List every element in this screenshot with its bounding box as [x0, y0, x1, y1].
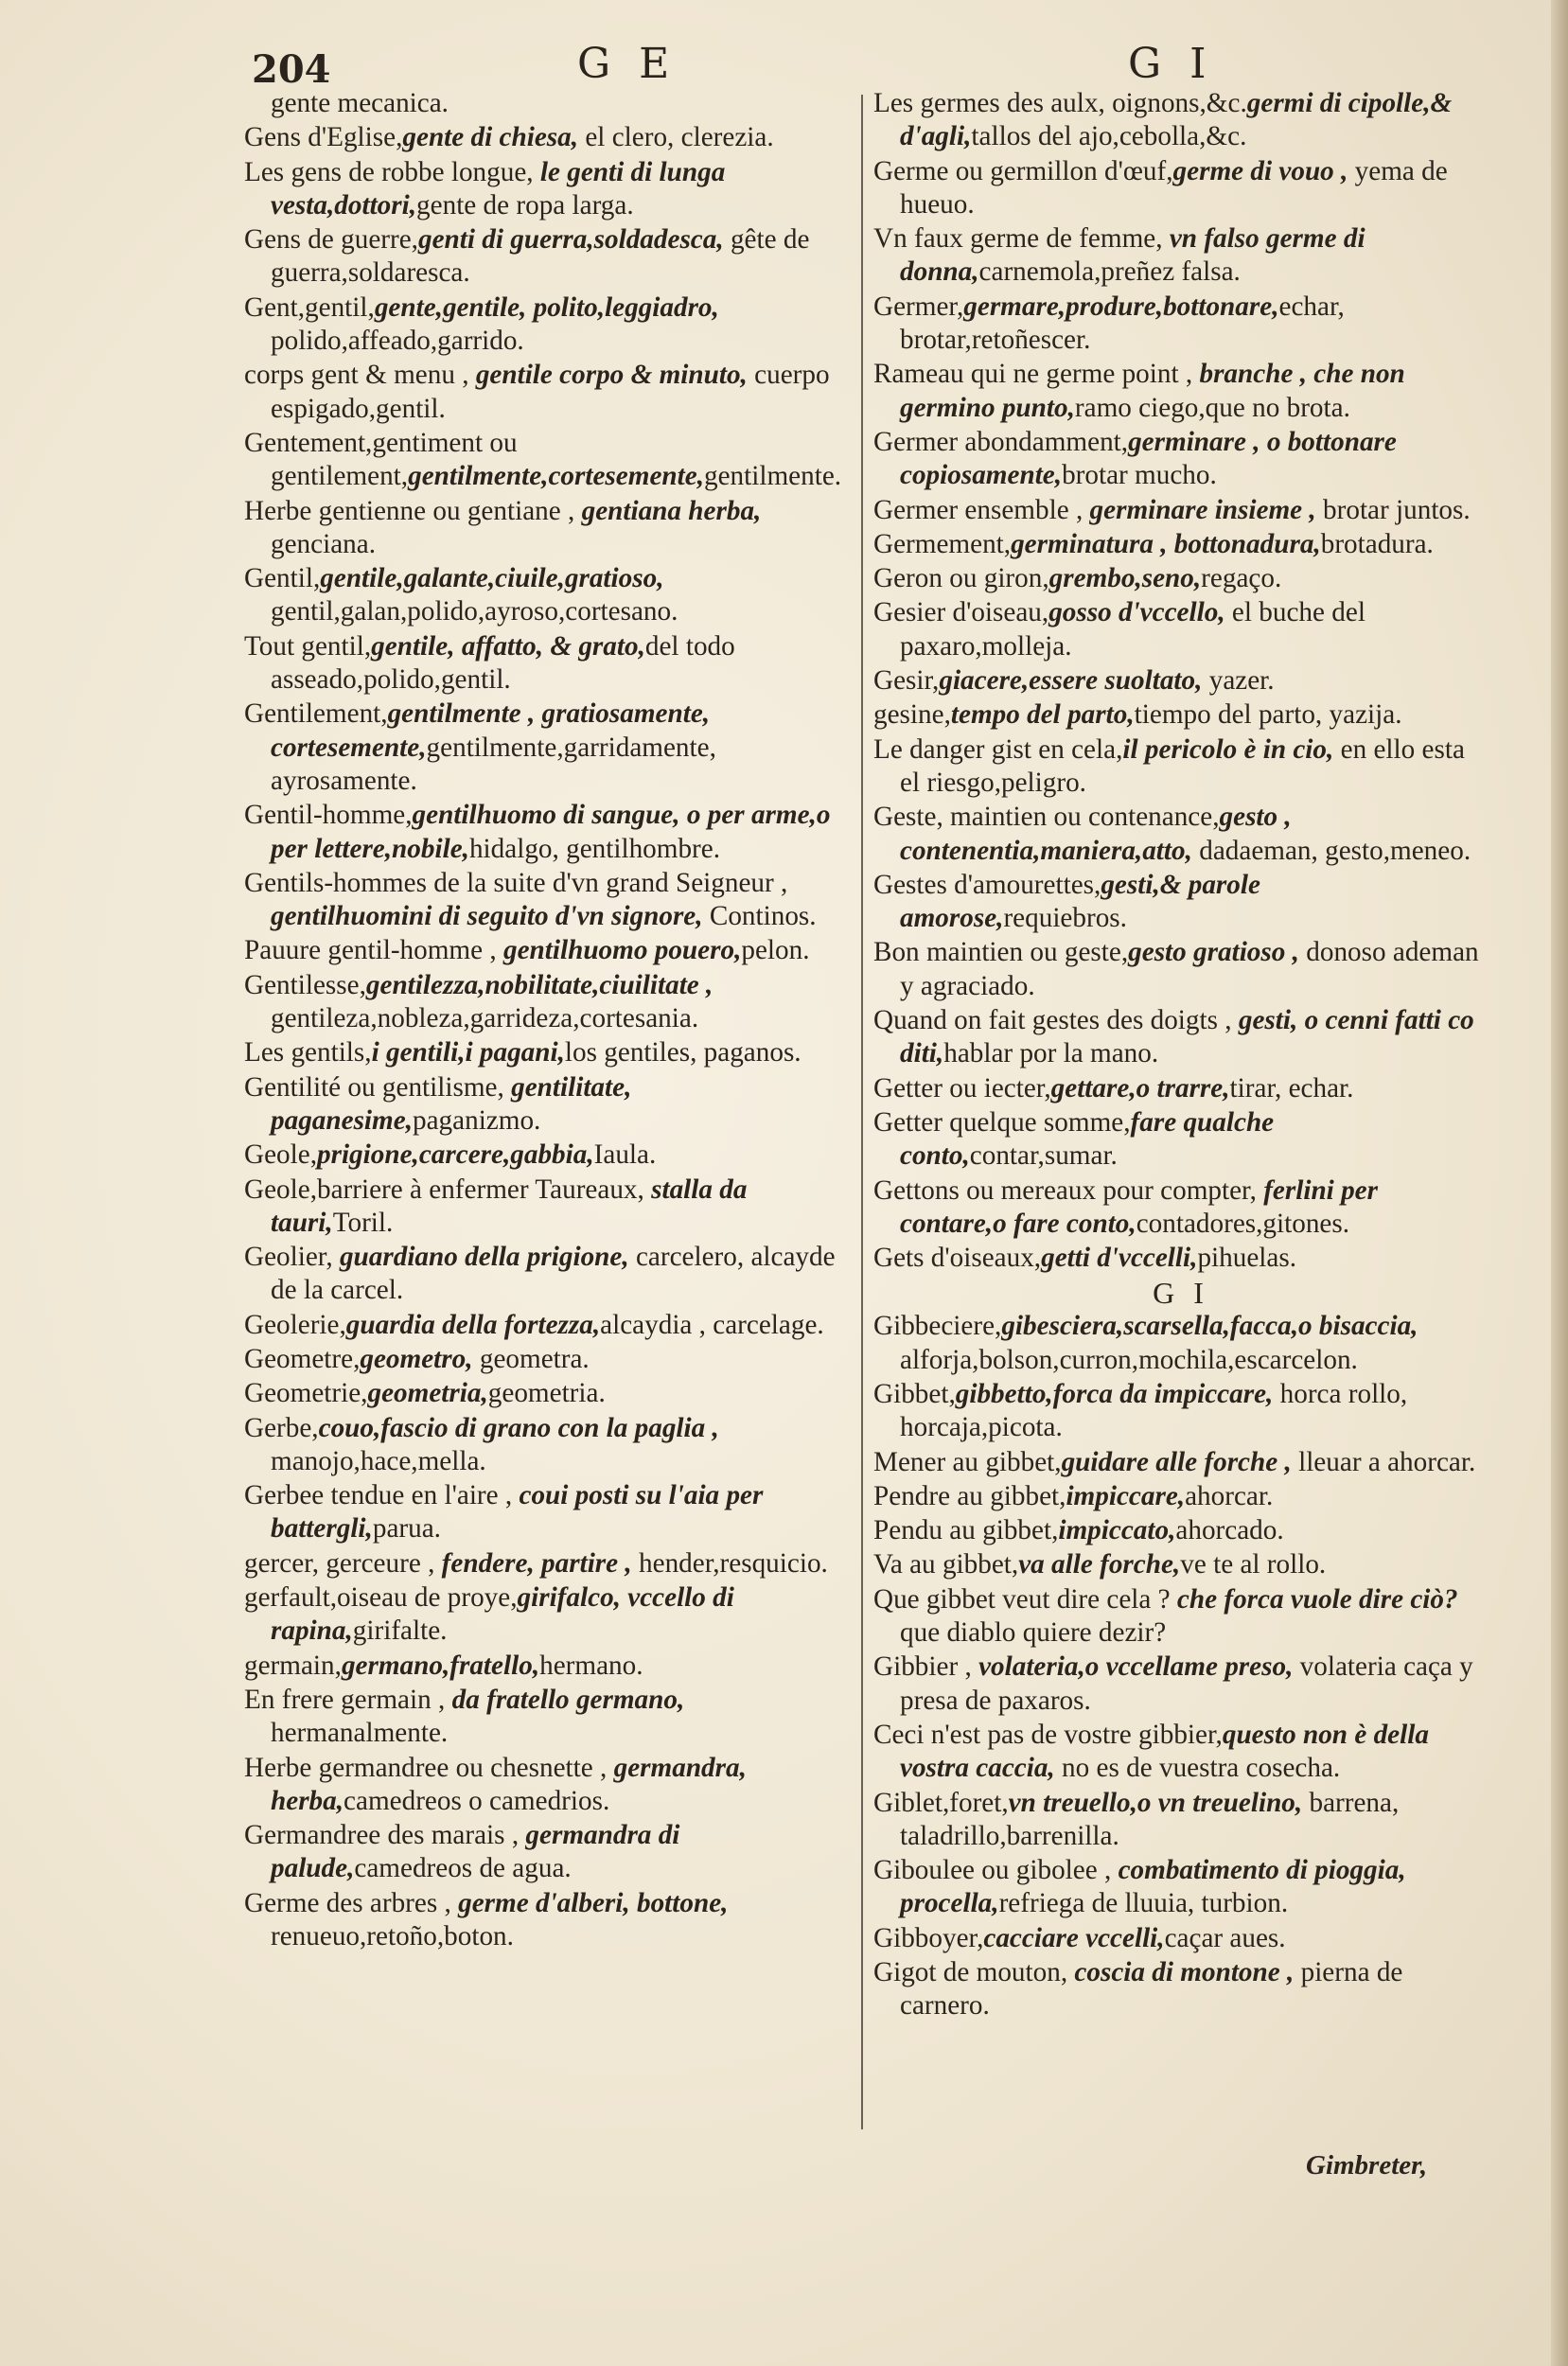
spanish-translation: pierna de carnero.	[900, 1957, 1403, 2022]
italian-translation: cacciare vccelli,	[983, 1922, 1165, 1953]
dictionary-entry	[244, 1036, 859, 1069]
french-headword: Germe ou germillon d'œuf,	[873, 155, 1173, 186]
french-headword: Gentils-hommes de la suite d'vn grand Seigneur ,	[244, 867, 788, 898]
spanish-translation: gentil,galan,polido,ayroso,cortesano.	[271, 596, 678, 627]
italian-translation: impiccare,	[1066, 1480, 1186, 1511]
italian-translation: gibesciera,scarsella,facca,o bisaccia,	[1001, 1311, 1418, 1342]
french-headword: Gent,gentil,	[244, 291, 375, 323]
french-headword: Geron ou giron,	[873, 563, 1049, 594]
italian-translation: branche , che non germino punto,	[900, 359, 1405, 423]
dictionary-entry	[244, 969, 859, 1036]
italian-translation: gente,gentile, polito,leggiadro,	[374, 291, 719, 323]
italian-translation: gesto gratioso ,	[1128, 937, 1299, 968]
dictionary-entry	[244, 427, 859, 494]
dictionary-entry	[244, 1581, 859, 1649]
spanish-translation: yazer.	[1202, 665, 1275, 697]
spanish-translation: ahorcar.	[1185, 1480, 1274, 1511]
dictionary-entry	[244, 1241, 859, 1308]
dictionary-entry	[873, 1174, 1489, 1242]
italian-translation: vn falso germe di donna,	[900, 223, 1365, 288]
spanish-translation: no es de vuestra cosecha.	[1054, 1753, 1341, 1784]
french-headword: Gesir,	[873, 665, 940, 697]
italian-translation: gentilhuomo pouero,	[502, 935, 742, 966]
spanish-translation: en ello esta el riesgo,peligro.	[900, 733, 1465, 798]
dictionary-entry	[873, 1787, 1489, 1854]
spanish-translation: los gentiles, paganos.	[564, 1037, 802, 1068]
spanish-translation: refriega de lluuia, turbion.	[998, 1888, 1289, 1919]
italian-translation: impiccato,	[1058, 1515, 1176, 1546]
french-headword: Gens d'Eglise,	[244, 122, 403, 153]
french-headword: Bon maintien ou geste,	[873, 937, 1129, 968]
spanish-translation: horca rollo, horcaja,picota.	[900, 1378, 1408, 1443]
spanish-translation: pelon.	[741, 935, 810, 966]
french-headword: Geolier,	[244, 1242, 340, 1273]
french-headword: Gentement,gentiment ou gentilement,	[244, 427, 518, 492]
spanish-translation: lleuar a ahorcar.	[1291, 1446, 1476, 1477]
french-headword: Les gens de robbe longue,	[244, 156, 540, 187]
spanish-translation: renueuo,retoño,boton.	[271, 1921, 514, 1952]
dictionary-entry	[873, 1378, 1489, 1445]
italian-translation: volateria,o vccellame preso,	[978, 1651, 1294, 1683]
dictionary-entry	[873, 1922, 1489, 1955]
dictionary-entry	[244, 1479, 859, 1546]
dictionary-entry	[244, 156, 859, 223]
dictionary-entry	[873, 1242, 1489, 1275]
italian-translation: va alle forche,	[1018, 1549, 1181, 1580]
italian-translation: gentilezza,nobilitate,ciuilitate ,	[365, 969, 714, 1000]
dictionary-entry	[873, 1310, 1489, 1377]
dictionary-entry	[873, 1514, 1489, 1547]
french-headword: germain,	[244, 1650, 342, 1681]
spanish-translation: dadaeman, gesto,meneo.	[1191, 835, 1471, 866]
french-headword: Les germes des aulx, oignons,&c.	[873, 88, 1247, 118]
dictionary-entry	[244, 291, 859, 359]
spanish-translation: yema de hueuo.	[900, 155, 1448, 220]
spanish-translation: geometria.	[487, 1378, 606, 1409]
italian-translation: geometro,	[360, 1343, 473, 1374]
dictionary-entry	[873, 1446, 1489, 1479]
dictionary-entry	[873, 562, 1489, 595]
spanish-translation: que diablo quiere dezir?	[900, 1617, 1167, 1649]
spanish-translation: hermanalmente.	[271, 1718, 449, 1749]
italian-translation: gentilmente , gratiosamente, cortesemente,	[271, 698, 711, 763]
french-headword: Gentil,	[244, 563, 321, 594]
italian-translation: gibbetto,forca da impiccare,	[955, 1378, 1274, 1409]
dictionary-entry	[873, 1480, 1489, 1513]
spanish-translation: tiempo del parto, yazija.	[1134, 699, 1402, 731]
dictionary-entry	[873, 1719, 1489, 1786]
dictionary-entry	[873, 291, 1489, 358]
french-headword: Rameau qui ne germe point ,	[873, 359, 1200, 390]
italian-translation: gesti, o cenni fatti co diti,	[900, 1005, 1474, 1069]
spanish-translation: carnemola,preñez falsa.	[978, 256, 1241, 288]
french-headword: Mener au gibbet,	[873, 1446, 1062, 1477]
french-headword: Herbe germandree ou chesnette ,	[244, 1752, 614, 1783]
column-divider	[861, 95, 863, 2129]
italian-translation: vn treuello,o vn treuelino,	[1008, 1787, 1303, 1818]
spanish-translation: Toril.	[332, 1207, 394, 1238]
dictionary-entry	[873, 1004, 1489, 1071]
dictionary-entry	[873, 222, 1489, 290]
page-number: 204	[252, 47, 331, 92]
italian-translation: germano,fratello,	[341, 1650, 540, 1681]
italian-translation: da fratello germano,	[451, 1684, 685, 1715]
french-headword: Les gentils,	[244, 1037, 372, 1068]
italian-translation: geometria,	[367, 1378, 488, 1409]
italian-translation: germinatura , bottonadura,	[1011, 528, 1321, 559]
spanish-translation: contar,sumar.	[969, 1140, 1118, 1172]
dictionary-entry	[244, 1819, 859, 1886]
italian-translation: germe di vouo ,	[1172, 155, 1348, 186]
french-headword: Gentilement,	[244, 698, 388, 730]
french-headword: Gentilité ou gentilisme,	[244, 1071, 512, 1103]
dictionary-entry	[244, 1547, 859, 1580]
dictionary-entry	[244, 87, 859, 120]
italian-translation: gente di chiesa,	[402, 122, 579, 153]
spanish-translation: donoso ademan y agraciado.	[900, 937, 1479, 1001]
spanish-translation: polido,affeado,garrido.	[271, 326, 524, 357]
dictionary-entry	[244, 867, 859, 934]
french-headword: Gesier d'oiseau,	[873, 597, 1049, 628]
french-headword: Pendu au gibbet,	[873, 1515, 1059, 1546]
spanish-translation: hermano.	[539, 1650, 643, 1681]
spanish-translation: girifalte.	[352, 1616, 448, 1647]
dictionary-entry	[244, 1650, 859, 1683]
italian-translation: gentiana herba,	[581, 495, 762, 526]
dictionary-entry	[873, 733, 1489, 801]
spanish-translation: pihuelas.	[1197, 1243, 1297, 1274]
french-headword: Herbe gentienne ou gentiane ,	[244, 495, 582, 526]
french-headword: Gettons ou mereaux pour compter,	[873, 1174, 1264, 1206]
italian-translation: gentile,galante,ciuile,gratioso,	[320, 563, 664, 594]
spanish-translation: barrena, taladrillo,barrenilla.	[900, 1787, 1400, 1851]
spanish-translation: genciana.	[271, 528, 377, 559]
dictionary-entry	[873, 1956, 1489, 2023]
dictionary-entry	[873, 155, 1489, 222]
dictionary-entry	[873, 869, 1489, 936]
spanish-translation: el clero, clerezia.	[578, 122, 774, 153]
italian-translation: guardiano della prigione,	[339, 1242, 629, 1273]
french-headword: Que gibbet veut dire cela ?	[873, 1583, 1177, 1615]
dictionary-entry	[244, 630, 859, 697]
french-headword: Gentilesse,	[244, 969, 366, 1000]
italian-translation: germi di cipolle,& d'agli,	[900, 88, 1453, 152]
spanish-translation: requiebros.	[1003, 903, 1127, 934]
spanish-translation: ahorcado.	[1175, 1515, 1284, 1546]
dictionary-entry	[244, 223, 859, 291]
italian-translation: gettare,o trarre,	[1050, 1072, 1230, 1104]
french-headword: Ceci n'est pas de vostre gibbier,	[873, 1719, 1223, 1750]
dictionary-entry	[244, 1071, 859, 1139]
italian-translation: stalla da tauri,	[271, 1174, 748, 1238]
spanish-translation: alcaydia , carcelage.	[600, 1309, 824, 1340]
french-headword: gercer, gerceure ,	[244, 1547, 442, 1579]
dictionary-entry	[873, 358, 1489, 425]
left-column	[244, 87, 859, 2131]
spanish-translation: manojo,hace,mella.	[271, 1445, 486, 1476]
dictionary-entry	[244, 1412, 859, 1479]
italian-translation: couo,fascio di grano con la paglia ,	[318, 1412, 719, 1443]
french-headword: Gentil-homme,	[244, 800, 413, 831]
french-headword: Pendre au gibbet,	[873, 1480, 1066, 1511]
spanish-translation: alforja,bolson,curron,mochila,escarcelon.	[900, 1344, 1358, 1375]
spanish-translation: el buche del paxaro,molleja.	[900, 597, 1365, 662]
french-headword: gesine,	[873, 699, 951, 731]
italian-translation: gesti,& parole amorose,	[900, 869, 1260, 934]
spanish-translation: cuerpo espigado,gentil.	[271, 360, 830, 424]
spanish-translation: camedreos o camedrios.	[344, 1785, 610, 1816]
dictionary-entry	[244, 562, 859, 629]
dictionary-entry	[244, 359, 859, 426]
italian-translation: girifalco, vccello di rapina,	[271, 1582, 734, 1647]
dictionary-entry	[873, 1072, 1489, 1105]
french-headword: Gibboyer,	[873, 1922, 984, 1953]
italian-translation: ferlini per contare,o fare conto,	[900, 1174, 1379, 1239]
french-headword: Va au gibbet,	[873, 1549, 1019, 1580]
spanish-translation: geometra.	[472, 1343, 590, 1374]
italian-translation: che forca vuole dire ciò?	[1176, 1583, 1458, 1615]
dictionary-entry	[244, 934, 859, 967]
spanish-translation: camedreos de agua.	[354, 1853, 572, 1884]
italian-translation: questo non è della vostra caccia,	[900, 1719, 1429, 1784]
italian-translation: germinare insieme ,	[1089, 494, 1316, 525]
page-edge	[1551, 0, 1568, 2366]
spanish-translation: brotadura.	[1320, 528, 1434, 559]
spanish-translation: brotar mucho.	[1062, 460, 1217, 491]
italian-translation: le genti di lunga vesta,dottori,	[271, 156, 726, 221]
spanish-translation: gête de guerra,soldaresca.	[271, 224, 810, 289]
french-headword: Germandree des marais ,	[244, 1820, 526, 1851]
spanish-translation: Iaula.	[593, 1139, 657, 1171]
italian-translation: gosso d'vccello,	[1048, 597, 1225, 628]
french-headword: Gens de guerre,	[244, 224, 418, 256]
spanish-translation: gente mecanica.	[271, 88, 449, 118]
italian-translation: genti di guerra,soldadesca,	[417, 224, 724, 256]
italian-translation: gesto , contenentia,maniera,atto,	[900, 802, 1292, 866]
dictionary-entry	[873, 664, 1489, 697]
italian-translation: germare,produre,bottonare,	[963, 291, 1279, 322]
italian-translation: i gentili,i pagani,	[371, 1037, 565, 1068]
dictionary-entry	[244, 1752, 859, 1819]
spanish-translation: brotar juntos.	[1315, 494, 1471, 525]
dictionary-entry	[873, 596, 1489, 663]
spanish-translation: carcelero, alcayde de la carcel.	[271, 1242, 836, 1306]
catchword: Gimbreter,	[1306, 2150, 1428, 2181]
spanish-translation: gentilmente,garridamente, ayrosamente.	[271, 732, 716, 796]
french-headword: Giblet,foret,	[873, 1787, 1009, 1818]
spanish-translation: regaço.	[1201, 563, 1282, 594]
french-headword: Germer,	[873, 291, 964, 322]
french-headword: Getter ou iecter,	[873, 1072, 1051, 1104]
spanish-translation: paganizmo.	[413, 1104, 541, 1136]
italian-translation: gentilmente,cortesemente,	[408, 461, 704, 492]
french-headword: Gerbe,	[244, 1412, 319, 1443]
italian-translation: coscia di montone ,	[1074, 1957, 1295, 1988]
spanish-translation: tirar, echar.	[1229, 1072, 1354, 1104]
french-headword: Pauure gentil-homme ,	[244, 935, 503, 966]
french-headword: Giboulee ou gibolee ,	[873, 1855, 1119, 1886]
french-headword: Geometrie,	[244, 1378, 368, 1409]
dictionary-entry	[873, 936, 1489, 1003]
french-headword: Germer ensemble ,	[873, 494, 1090, 525]
italian-translation: guardia della fortezza,	[345, 1309, 601, 1340]
french-headword: Geolerie,	[244, 1309, 346, 1340]
french-headword: Gerbee tendue en l'aire ,	[244, 1480, 520, 1511]
spanish-translation: tallos del ajo,cebolla,&c.	[971, 121, 1247, 152]
italian-translation: germandra di palude,	[271, 1820, 680, 1884]
italian-translation: gentile corpo & minuto,	[475, 360, 748, 391]
french-headword: Gibbet,	[873, 1378, 956, 1409]
dictionary-entry	[873, 801, 1489, 868]
italian-translation: fare qualche conto,	[900, 1106, 1275, 1172]
italian-translation: germandra, herba,	[271, 1752, 747, 1816]
dictionary-entry	[244, 1174, 859, 1241]
italian-translation: fendere, partire ,	[441, 1547, 632, 1579]
dictionary-entry	[244, 799, 859, 866]
dictionary-entry	[873, 1548, 1489, 1581]
dictionary-entry	[873, 1583, 1489, 1651]
french-headword: gerfault,oiseau de proye,	[244, 1582, 518, 1614]
italian-translation: germinare , o bottonare copiosamente,	[900, 426, 1397, 491]
spanish-translation: parua.	[372, 1513, 441, 1545]
italian-translation: tempo del parto,	[950, 699, 1135, 731]
dictionary-entry	[873, 528, 1489, 561]
italian-translation: il pericolo è in cio,	[1122, 733, 1334, 765]
spanish-translation: hablar por la mano.	[943, 1038, 1159, 1069]
italian-translation: gentilhuomo di sangue, o per arme,o per lettere,nobile,	[271, 800, 831, 864]
spanish-translation: gentilmente.	[704, 461, 842, 492]
spanish-translation: ve te al rollo.	[1180, 1549, 1327, 1580]
dictionary-entry	[873, 1854, 1489, 1921]
french-headword: corps gent & menu ,	[244, 360, 476, 391]
french-headword: Germer abondamment,	[873, 426, 1129, 457]
french-headword: Getter quelque somme,	[873, 1106, 1131, 1138]
spanish-translation: Continos.	[702, 901, 817, 932]
dictionary-entry	[873, 87, 1489, 154]
french-headword: Geste, maintien ou contenance,	[873, 802, 1220, 833]
dictionary-entry	[244, 495, 859, 562]
dictionary-entry	[244, 1887, 859, 1954]
french-headword: Gets d'oiseaux,	[873, 1243, 1042, 1274]
spanish-translation: caçar aues.	[1164, 1922, 1286, 1953]
french-headword: Germement,	[873, 528, 1012, 559]
french-headword: Gibbier ,	[873, 1651, 979, 1683]
dictionary-entry	[244, 1377, 859, 1410]
italian-translation: combatimento di pioggia, procella,	[900, 1855, 1406, 1919]
spanish-translation: contadores,gitones.	[1136, 1208, 1350, 1239]
french-headword: Tout gentil,	[244, 630, 372, 662]
french-headword: Quand on fait gestes des doigts ,	[873, 1005, 1239, 1036]
french-headword: En frere germain ,	[244, 1684, 452, 1715]
italian-translation: gentile, affatto, & grato,	[371, 630, 645, 662]
dictionary-entry	[873, 1651, 1489, 1718]
italian-translation: giacere,essere suoltato,	[939, 665, 1203, 697]
running-head-left: G E	[577, 40, 678, 88]
spanish-translation: ramo ciego,que no brota.	[1074, 392, 1350, 423]
section-heading: G I	[1153, 1276, 1209, 1311]
spanish-translation: hender,resquicio.	[631, 1547, 828, 1579]
dictionary-entry	[244, 1684, 859, 1751]
italian-translation: coui posti su l'aia per battergli,	[271, 1480, 764, 1545]
french-headword: Geole,barriere à enfermer Taureaux,	[244, 1174, 652, 1205]
italian-translation: gentilitate, paganesime,	[271, 1071, 632, 1136]
french-headword: Germe des arbres ,	[244, 1887, 459, 1918]
spanish-translation: del todo asseado,polido,gentil.	[271, 630, 735, 696]
french-headword: Geole,	[244, 1139, 317, 1171]
dictionary-entry	[873, 698, 1489, 732]
spanish-translation: volateria caça y presa de paxaros.	[900, 1651, 1473, 1716]
italian-translation: germe d'alberi, bottone,	[458, 1887, 729, 1918]
right-column	[873, 87, 1489, 2131]
dictionary-entry	[873, 426, 1489, 493]
italian-translation: grembo,seno,	[1048, 563, 1202, 594]
french-headword: Geometre,	[244, 1343, 361, 1374]
dictionary-entry	[873, 494, 1489, 527]
dictionary-entry	[244, 1309, 859, 1342]
dictionary-entry	[244, 121, 859, 154]
french-headword: Vn faux germe de femme,	[873, 223, 1170, 255]
spanish-translation: hidalgo, gentilhombre.	[468, 833, 721, 864]
italian-translation: guidare alle forche ,	[1061, 1446, 1292, 1477]
spanish-translation: gente de ropa larga.	[416, 189, 634, 221]
dictionary-entry	[244, 697, 859, 798]
spanish-translation: echar, brotar,retoñescer.	[900, 291, 1345, 356]
spanish-translation: gentileza,nobleza,garrideza,cortesania.	[271, 1003, 699, 1034]
french-headword: Gestes d'amourettes,	[873, 869, 1101, 900]
running-head-right: G I	[1128, 40, 1214, 88]
italian-translation: getti d'vccelli,	[1041, 1243, 1198, 1274]
italian-translation: prigione,carcere,gabbia,	[317, 1139, 594, 1171]
dictionary-entry	[244, 1343, 859, 1376]
dictionary-entry	[244, 1139, 859, 1172]
french-headword: Gigot de mouton,	[873, 1957, 1075, 1988]
french-headword: Gibbeciere,	[873, 1311, 1002, 1342]
italian-translation: gentilhuomini di seguito d'vn signore,	[271, 901, 703, 932]
french-headword: Le danger gist en cela,	[873, 733, 1123, 765]
dictionary-entry	[873, 1106, 1489, 1174]
